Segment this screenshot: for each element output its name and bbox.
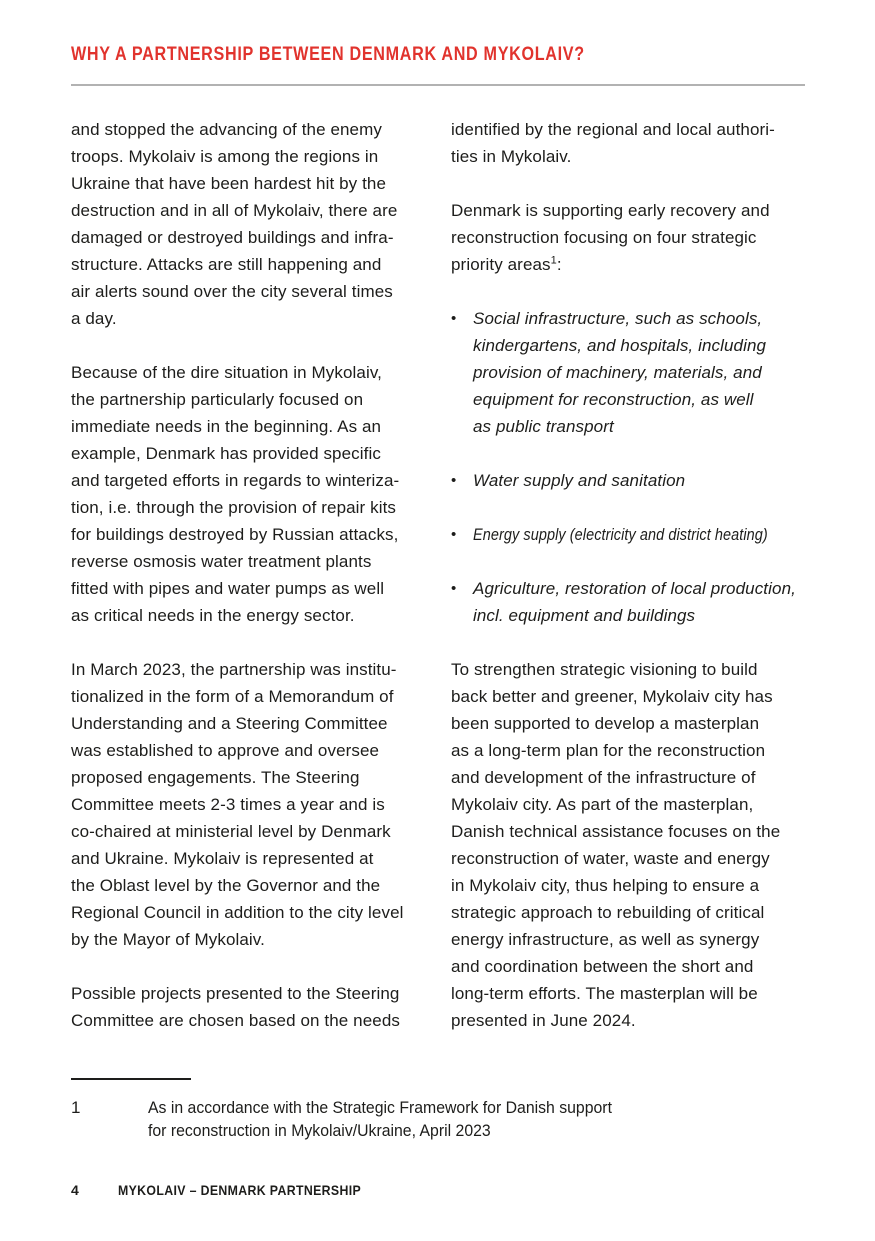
text-line: the partnership particularly focused on <box>71 390 364 409</box>
text-line: reconstruction focusing on four strategic <box>451 228 757 247</box>
footnote <box>71 1078 647 1142</box>
text-line: presented in June 2024. <box>451 1011 636 1030</box>
text-line: tion, i.e. through the provision of repair kits <box>71 498 397 517</box>
text-line: proposed engagements. The Steering <box>71 768 360 787</box>
text-line: Water supply and sanitation <box>473 471 686 490</box>
bullet-item <box>451 467 805 494</box>
text-line: a day. <box>71 309 117 328</box>
text-line: provision of machinery, materials, and <box>473 363 762 382</box>
bullet-icon: • <box>451 310 457 327</box>
text-line: co-chaired at ministerial level by Denmark <box>71 822 391 841</box>
text-line: fitted with pipes and water pumps as well <box>71 579 385 598</box>
header-divider <box>71 84 805 86</box>
footnote-row <box>71 1096 647 1142</box>
text-line: To strengthen strategic visioning to build <box>451 660 758 679</box>
text-line: and coordination between the short and <box>451 957 754 976</box>
text-line: in Mykolaiv city, thus helping to ensure a <box>451 876 760 895</box>
right-column <box>451 116 805 1034</box>
text-line: structure. Attacks are still happening and <box>71 255 382 274</box>
text-line: equipment for reconstruction, as well <box>473 390 754 409</box>
text-line: Danish technical assistance focuses on the <box>451 822 781 841</box>
text-line: Understanding and a Steering Committee <box>71 714 388 733</box>
text-line: Possible projects presented to the Steering <box>71 984 400 1003</box>
text-line: example, Denmark has provided specific <box>71 444 381 463</box>
text-line: Committee meets 2-3 times a year and is <box>71 795 385 814</box>
footnote-marker: 1 <box>71 1098 81 1117</box>
text-line: destruction and in all of Mykolaiv, there are <box>71 201 398 220</box>
text-line: priority areas$^1$: <box>451 254 562 274</box>
text-line: energy infrastructure, as well as synergy <box>451 930 760 949</box>
text-line: Ukraine that have been hardest hit by the <box>71 174 387 193</box>
bullet-text <box>473 467 685 494</box>
page-number: 4 <box>71 1182 80 1198</box>
bullet-item <box>451 521 805 548</box>
footnote-reference: 1 <box>550 254 557 267</box>
text-line: been supported to develop a masterplan <box>451 714 760 733</box>
bullet-text <box>473 305 766 440</box>
text-line: In March 2023, the partnership was institu- <box>71 660 397 679</box>
bullet-text <box>473 521 820 548</box>
text-line: damaged or destroyed buildings and infra- <box>71 228 394 247</box>
text-line: was established to approve and oversee <box>71 741 380 760</box>
text-line: Energy supply (electricity and district heating) <box>473 525 768 544</box>
page-footer <box>71 1182 394 1198</box>
paragraph <box>451 656 805 1034</box>
text-line: and development of the infrastructure of <box>451 768 756 787</box>
text-line: Committee are chosen based on the needs <box>71 1011 400 1030</box>
text-line: Social infrastructure, such as schools, <box>473 309 763 328</box>
text-line: for buildings destroyed by Russian attacks, <box>71 525 399 544</box>
footer-title: MYKOLAIV – DENMARK PARTNERSHIP <box>118 1182 362 1198</box>
text-line: Mykolaiv city. As part of the masterplan, <box>451 795 754 814</box>
two-column-body <box>71 116 805 1034</box>
footnote-line: for reconstruction in Mykolaiv/Ukraine, April 2023 <box>148 1121 491 1140</box>
paragraph <box>71 116 425 332</box>
text-line: reconstruction of water, waste and energy <box>451 849 770 868</box>
text-line: tionalized in the form of a Memorandum of <box>71 687 394 706</box>
paragraph <box>451 116 805 170</box>
text-line: immediate needs in the beginning. As an <box>71 417 382 436</box>
left-column <box>71 116 425 1034</box>
text-line: Because of the dire situation in Mykolaiv, <box>71 363 382 382</box>
text-line: Agriculture, restoration of local production, <box>473 579 796 598</box>
bullet-icon: • <box>451 472 457 489</box>
bullet-item <box>451 575 805 629</box>
text-line: air alerts sound over the city several times <box>71 282 393 301</box>
paragraph <box>71 359 425 629</box>
text-line: troops. Mykolaiv is among the regions in <box>71 147 379 166</box>
text-line: back better and greener, Mykolaiv city has <box>451 687 773 706</box>
text-line: ties in Mykolaiv. <box>451 147 572 166</box>
text-line: incl. equipment and buildings <box>473 606 696 625</box>
footnote-text <box>148 1096 647 1142</box>
bullet-text <box>473 575 796 629</box>
text-line: reverse osmosis water treatment plants <box>71 552 372 571</box>
text-line: and stopped the advancing of the enemy <box>71 120 382 139</box>
footnote-divider <box>71 1078 191 1080</box>
paragraph <box>71 656 425 953</box>
text-line: long-term efforts. The masterplan will be <box>451 984 758 1003</box>
text-line: and targeted efforts in regards to winteriza- <box>71 471 400 490</box>
text-line: Regional Council in addition to the city level <box>71 903 404 922</box>
page-title: WHY A PARTNERSHIP BETWEEN DENMARK AND MYKOLAIV? <box>71 44 585 65</box>
text-line: by the Mayor of Mykolaiv. <box>71 930 265 949</box>
bullet-item <box>451 305 805 440</box>
text-line: and Ukraine. Mykolaiv is represented at <box>71 849 374 868</box>
text-line: Denmark is supporting early recovery and <box>451 201 770 220</box>
text-line: as critical needs in the energy sector. <box>71 606 355 625</box>
text-line: kindergartens, and hospitals, including <box>473 336 767 355</box>
bullet-icon: • <box>451 526 457 543</box>
text-line: as a long-term plan for the reconstruction <box>451 741 766 760</box>
text-line: identified by the regional and local authori- <box>451 120 775 139</box>
paragraph <box>451 197 805 278</box>
footnote-line: As in accordance with the Strategic Framework for Danish support <box>148 1098 612 1117</box>
text-line: as public transport <box>473 417 614 436</box>
text-line: strategic approach to rebuilding of critical <box>451 903 765 922</box>
text-line: the Oblast level by the Governor and the <box>71 876 381 895</box>
paragraph <box>71 980 425 1034</box>
bullet-icon: • <box>451 580 457 597</box>
